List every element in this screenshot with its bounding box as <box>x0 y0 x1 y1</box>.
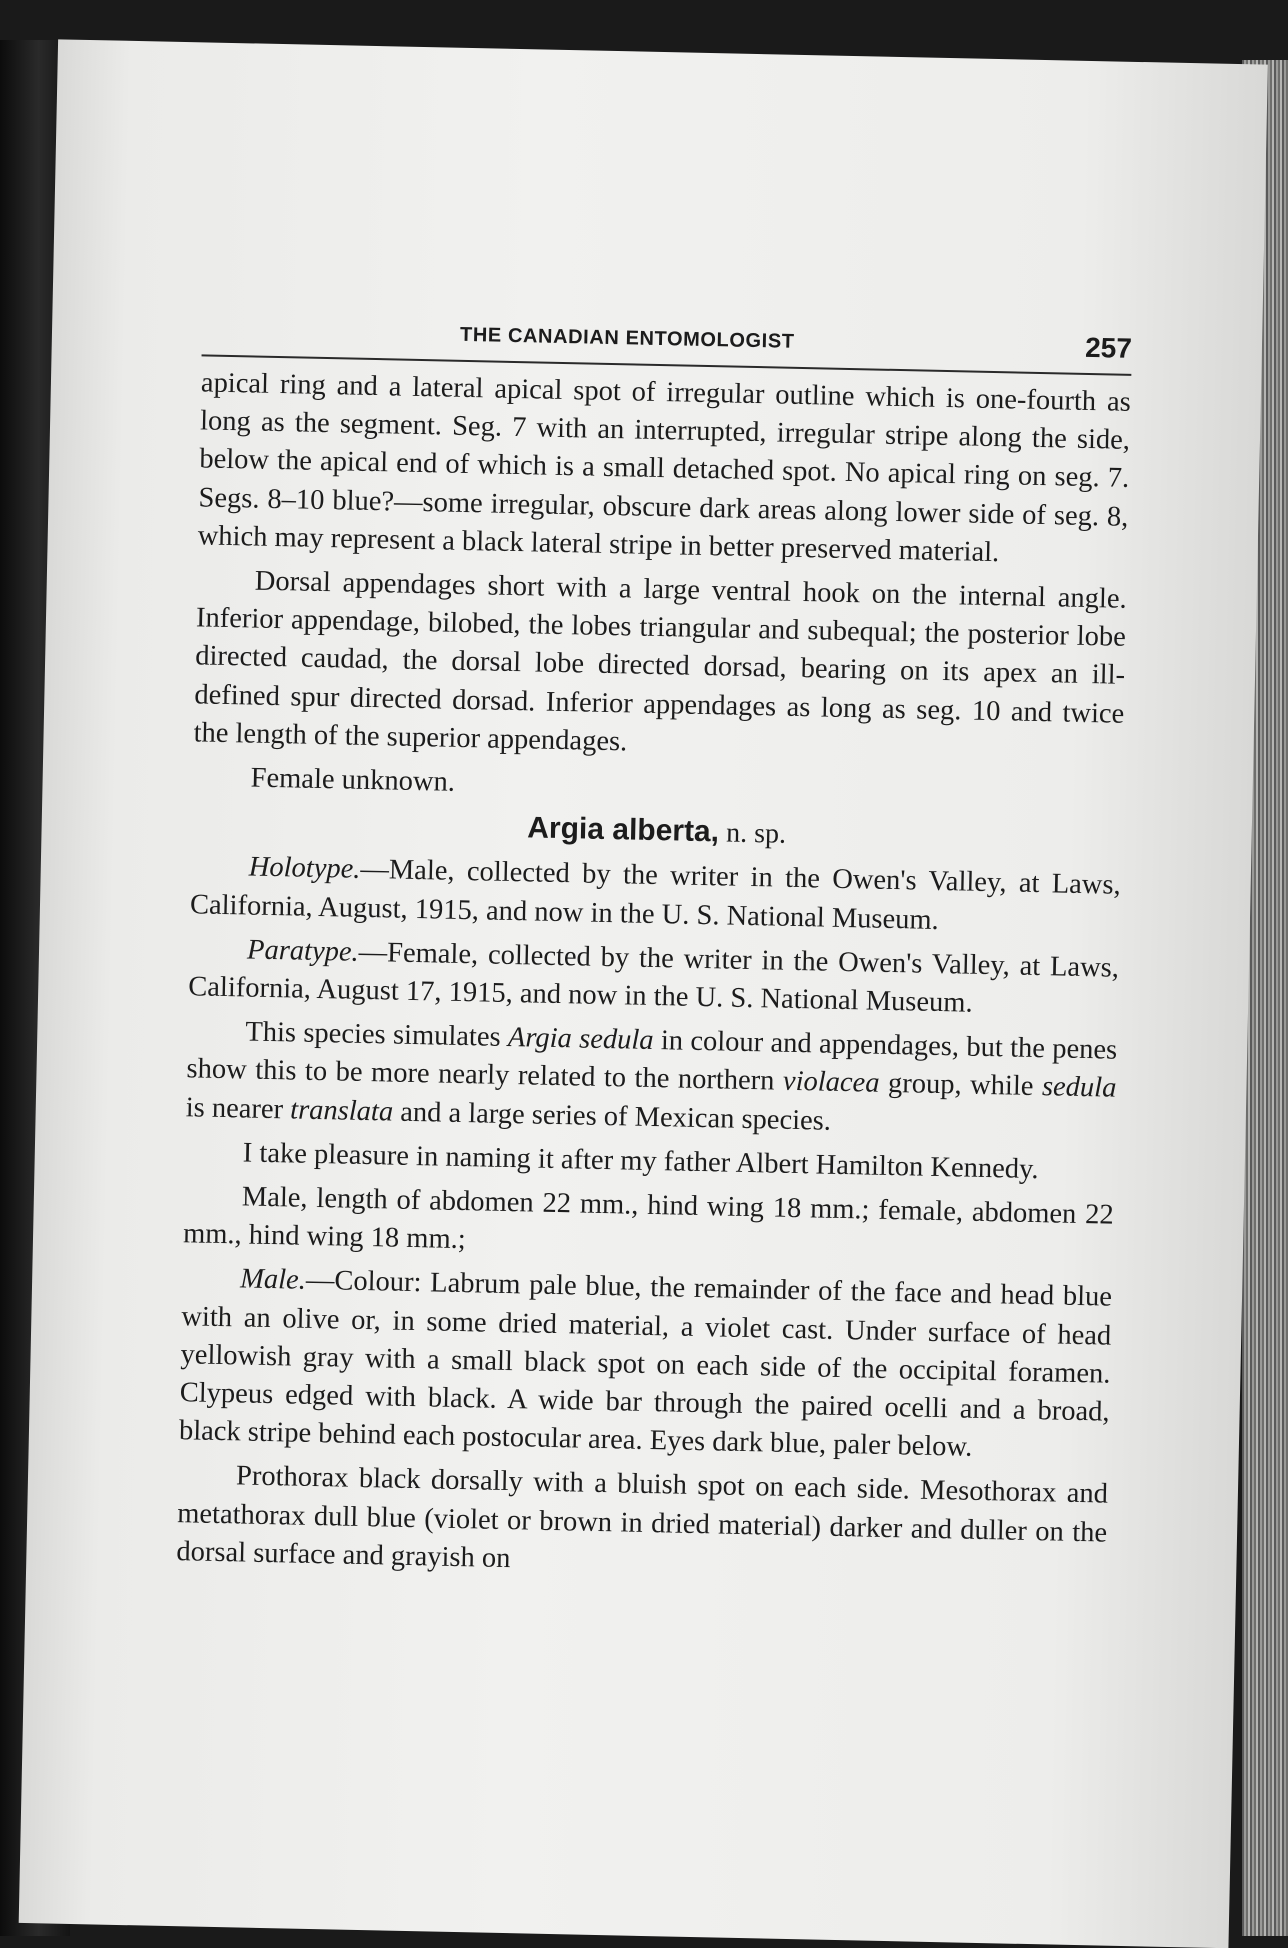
simulates-italic-1: Argia sedula <box>507 1022 654 1057</box>
simulates-italic-3: sedula <box>1041 1071 1117 1105</box>
book-page <box>19 39 1268 1948</box>
paragraph-male-colour <box>179 1260 1113 1470</box>
paragraph-female-unknown: Female unknown. <box>250 762 456 798</box>
species-name: Argia alberta, <box>526 811 720 849</box>
simulates-text-d: is nearer <box>185 1091 291 1126</box>
simulates-italic-2: violacea <box>782 1066 880 1100</box>
paragraph-prothorax: Prothorax black dorsally with a bluish spot on each side. Mesothorax and metathorax dull blue (violet or brown in dried material) darker and duller on the dorsal surface and grayish on <box>176 1460 1109 1575</box>
simulates-text-e: and a large series of Mexican species. <box>392 1096 832 1137</box>
simulates-text-c: group, while <box>879 1068 1043 1103</box>
page-content <box>176 312 1132 1590</box>
paragraph-simulates <box>185 1013 1117 1147</box>
page-number: 257 <box>1084 331 1133 364</box>
paragraph-measurements: Male, length of abdomen 22 mm., hind wing 18 mm.; female, abdomen 22 mm., hind wing 18 mm.; <box>182 1181 1115 1256</box>
holotype-label: Holotype. <box>248 851 361 886</box>
paragraph-paratype <box>188 930 1119 1026</box>
male-text: —Colour: Labrum pale blue, the remainder of the face and head blue with an olive or, in some dried material, a violet cast. Under surface of head yellowish gray with a small black spot on each side of the occipital foramen. Clypeus edged with black. A wide bar through the paired ocelli and a broad, black stripe behind each postocular area. Eyes dark blue, paler below. <box>178 1265 1113 1464</box>
paratype-label: Paratype. <box>246 934 359 968</box>
holotype-text: —Male, collected by the writer in the Owen's Valley, at Laws, California, August, 1915, and now in the U. S. National Museum. <box>189 854 1121 936</box>
paragraph-appendages: Dorsal appendages short with a large ventral hook on the internal angle. Inferior appendage, bilobed, the lobes triangular and subequal; the posterior lobe directed caudad, the dorsal lobe directed dorsad, bearing on its apex an ill-defined spur directed dorsad. Inferior appendages as long as seg. 10 and twice the length of the superior appendages. <box>193 565 1127 758</box>
paragraph-holotype <box>190 848 1121 944</box>
paratype-text: —Female, collected by the writer in the Owen's Valley, at Laws, California, August 17, 1915, and now in the U. S. National Museum. <box>187 936 1120 1019</box>
running-title: THE CANADIAN ENTOMOLOGIST <box>459 323 795 353</box>
male-label: Male. <box>239 1263 307 1297</box>
simulates-text-a: This species simulates <box>245 1016 509 1054</box>
simulates-text-b: in colour and appendages, but the penes show this to be more nearly related to the northern <box>186 1025 1118 1098</box>
paragraph-naming: I take pleasure in naming it after my father Albert Hamilton Kennedy. <box>242 1137 1039 1185</box>
species-note: n. sp. <box>725 817 787 850</box>
paragraph-continued: apical ring and a lateral apical spot of irregular outline which is one-fourth as long as the segment. Seg. 7 with an interrupted, irregular stripe along the side, below the apical end of which is a small detached spot. No apical ring on seg. 7. Segs. 8–10 blue?—some irregular, obscure dark areas along lower side of seg. 8, which may represent a black lateral stripe in better preserved material. <box>197 367 1132 568</box>
simulates-italic-4: translata <box>289 1094 394 1128</box>
